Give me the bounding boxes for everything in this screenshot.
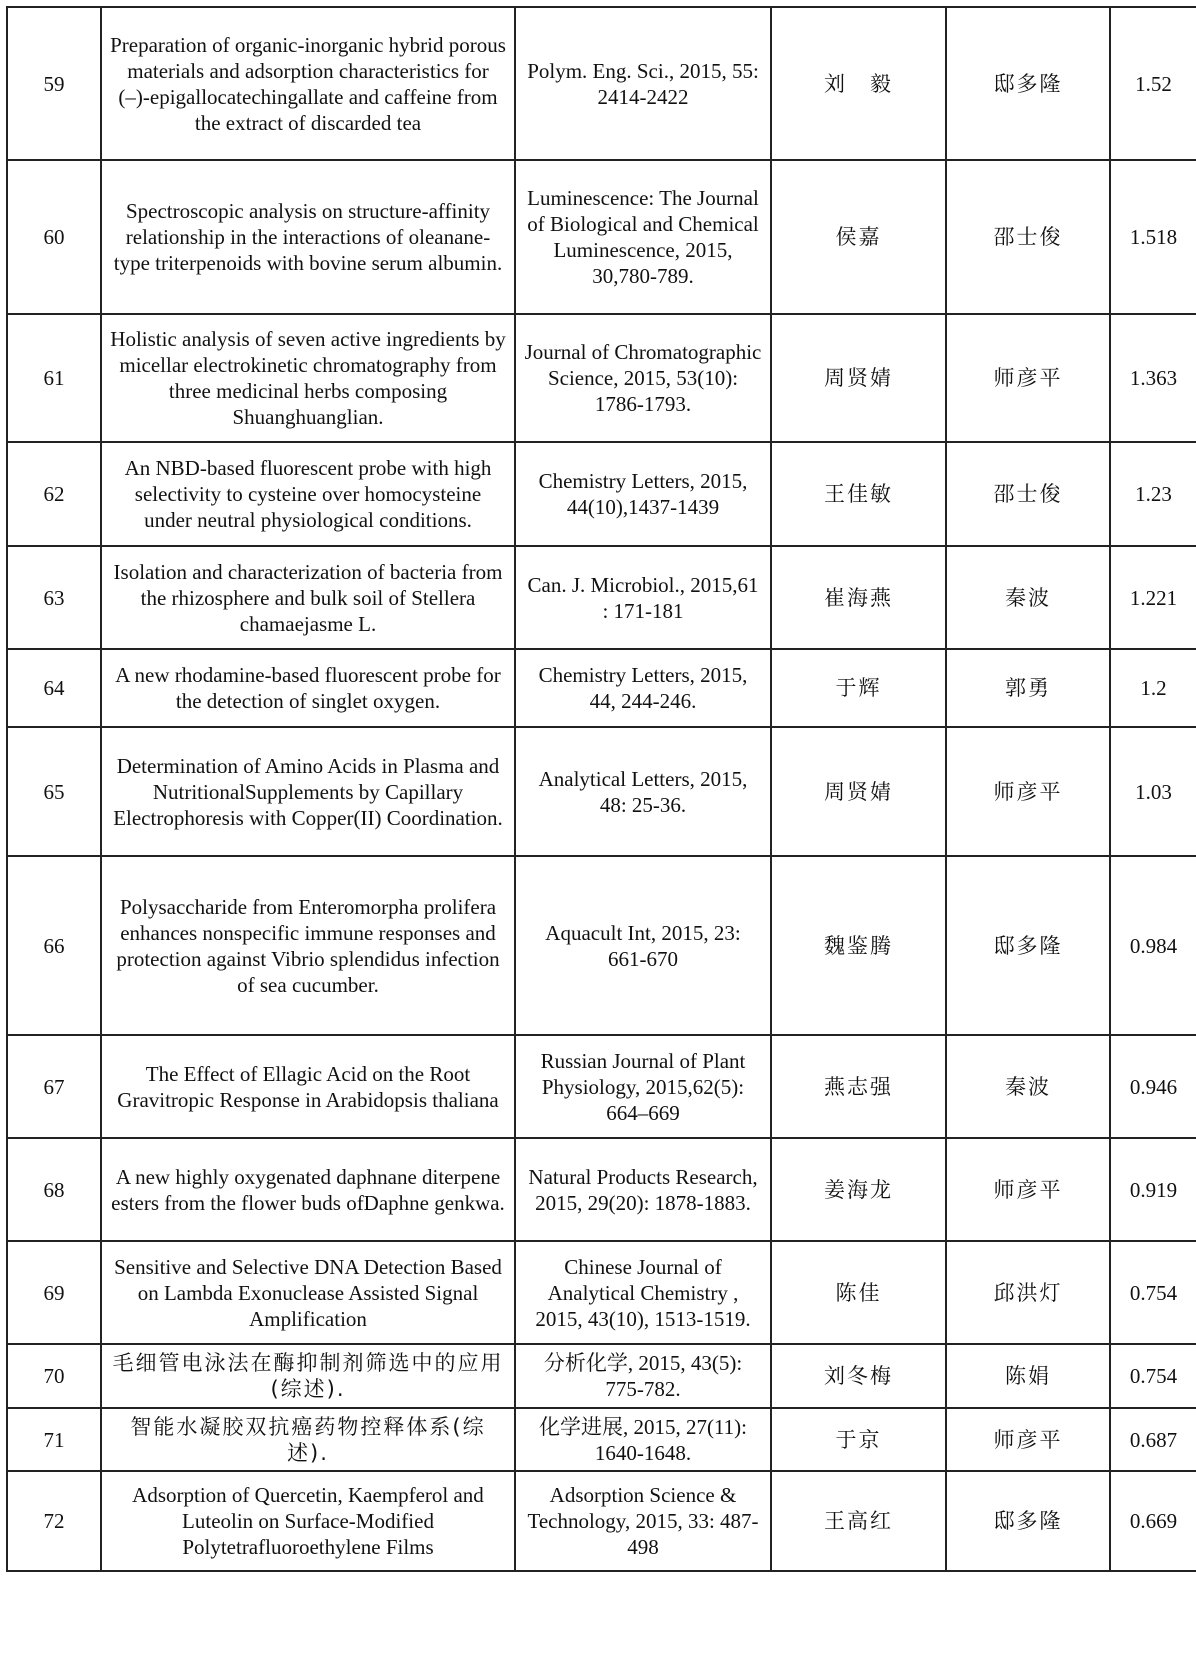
row-number: 66 (7, 856, 101, 1035)
row-number: 67 (7, 1035, 101, 1138)
journal-citation: Adsorption Science & Technology, 2015, 33: 487-498 (515, 1471, 771, 1571)
journal-citation: 化学进展, 2015, 27(11): 1640-1648. (515, 1408, 771, 1471)
paper-title: A new rhodamine-based fluorescent probe for the detection of singlet oxygen. (101, 649, 515, 727)
journal-citation: Natural Products Research, 2015, 29(20): 1878-1883. (515, 1138, 771, 1241)
journal-citation: Luminescence: The Journal of Biological and Chemical Luminescence, 2015, 30,780-789. (515, 160, 771, 314)
paper-title: Isolation and characterization of bacteria from the rhizosphere and bulk soil of Stellera chamaejasme L. (101, 546, 515, 649)
first-author: 刘 毅 (771, 7, 946, 160)
impact-factor: 0.984 (1110, 856, 1196, 1035)
row-number: 60 (7, 160, 101, 314)
row-number: 68 (7, 1138, 101, 1241)
table-row (7, 442, 1196, 546)
row-number: 69 (7, 1241, 101, 1344)
corresponding-author: 邵士俊 (946, 160, 1110, 314)
journal-citation: Polym. Eng. Sci., 2015, 55: 2414-2422 (515, 7, 771, 160)
row-number: 64 (7, 649, 101, 727)
journal-citation: Chemistry Letters, 2015, 44, 244-246. (515, 649, 771, 727)
table-row (7, 546, 1196, 649)
paper-title: An NBD-based fluorescent probe with high selectivity to cysteine over homocysteine under neutral physiological conditions. (101, 442, 515, 546)
journal-citation: Can. J. Microbiol., 2015,61 : 171-181 (515, 546, 771, 649)
row-number: 62 (7, 442, 101, 546)
impact-factor: 1.363 (1110, 314, 1196, 442)
impact-factor: 1.23 (1110, 442, 1196, 546)
paper-title: Holistic analysis of seven active ingredients by micellar electrokinetic chromatography from three medicinal herbs composing Shuanghuanglian. (101, 314, 515, 442)
journal-citation: Russian Journal of Plant Physiology, 2015,62(5): 664–669 (515, 1035, 771, 1138)
corresponding-author: 邸多隆 (946, 856, 1110, 1035)
impact-factor: 0.687 (1110, 1408, 1196, 1471)
first-author: 周贤婧 (771, 314, 946, 442)
paper-title: Sensitive and Selective DNA Detection Based on Lambda Exonuclease Assisted Signal Amplification (101, 1241, 515, 1344)
first-author: 陈佳 (771, 1241, 946, 1344)
corresponding-author: 秦波 (946, 546, 1110, 649)
paper-title: 智能水凝胶双抗癌药物控释体系(综述). (101, 1408, 515, 1471)
first-author: 姜海龙 (771, 1138, 946, 1241)
corresponding-author: 邵士俊 (946, 442, 1110, 546)
first-author: 燕志强 (771, 1035, 946, 1138)
corresponding-author: 师彦平 (946, 727, 1110, 856)
paper-title: A new highly oxygenated daphnane diterpene esters from the flower buds ofDaphne genkwa. (101, 1138, 515, 1241)
journal-citation: Analytical Letters, 2015, 48: 25-36. (515, 727, 771, 856)
row-number: 72 (7, 1471, 101, 1571)
corresponding-author: 师彦平 (946, 1408, 1110, 1471)
first-author: 魏鉴腾 (771, 856, 946, 1035)
row-number: 65 (7, 727, 101, 856)
corresponding-author: 陈娟 (946, 1344, 1110, 1408)
table-row (7, 7, 1196, 160)
corresponding-author: 邸多隆 (946, 1471, 1110, 1571)
table-row (7, 856, 1196, 1035)
impact-factor: 1.518 (1110, 160, 1196, 314)
table-row (7, 1344, 1196, 1408)
impact-factor: 1.2 (1110, 649, 1196, 727)
impact-factor: 0.669 (1110, 1471, 1196, 1571)
paper-title: Preparation of organic-inorganic hybrid porous materials and adsorption characteristics for (–)-epigallocatechingallate and caffeine from the extract of discarded tea (101, 7, 515, 160)
paper-title: Determination of Amino Acids in Plasma and NutritionalSupplements by Capillary Electrophoresis with Copper(II) Coordination. (101, 727, 515, 856)
journal-citation: Chemistry Letters, 2015, 44(10),1437-1439 (515, 442, 771, 546)
paper-title: The Effect of Ellagic Acid on the Root Gravitropic Response in Arabidopsis thaliana (101, 1035, 515, 1138)
table-row (7, 1138, 1196, 1241)
table-row (7, 160, 1196, 314)
first-author: 王高红 (771, 1471, 946, 1571)
paper-title: Spectroscopic analysis on structure-affinity relationship in the interactions of oleanane- type triterpenoids with bovine serum albumin. (101, 160, 515, 314)
first-author: 崔海燕 (771, 546, 946, 649)
table-row (7, 1408, 1196, 1471)
row-number: 63 (7, 546, 101, 649)
row-number: 71 (7, 1408, 101, 1471)
paper-title: Polysaccharide from Enteromorpha prolifera enhances nonspecific immune responses and protection against Vibrio splendidus infection of sea cucumber. (101, 856, 515, 1035)
impact-factor: 1.03 (1110, 727, 1196, 856)
table-row (7, 1471, 1196, 1571)
corresponding-author: 邸多隆 (946, 7, 1110, 160)
table-row (7, 1035, 1196, 1138)
table-row (7, 1241, 1196, 1344)
first-author: 刘冬梅 (771, 1344, 946, 1408)
first-author: 于京 (771, 1408, 946, 1471)
impact-factor: 0.946 (1110, 1035, 1196, 1138)
impact-factor: 0.754 (1110, 1344, 1196, 1408)
paper-title: Adsorption of Quercetin, Kaempferol and Luteolin on Surface-Modified Polytetrafluoroethylene Films (101, 1471, 515, 1571)
table-row (7, 649, 1196, 727)
journal-citation: Aquacult Int, 2015, 23: 661-670 (515, 856, 771, 1035)
impact-factor: 0.919 (1110, 1138, 1196, 1241)
journal-citation: 分析化学, 2015, 43(5): 775-782. (515, 1344, 771, 1408)
paper-title: 毛细管电泳法在酶抑制剂筛选中的应用(综述). (101, 1344, 515, 1408)
impact-factor: 1.221 (1110, 546, 1196, 649)
first-author: 侯嘉 (771, 160, 946, 314)
first-author: 王佳敏 (771, 442, 946, 546)
row-number: 59 (7, 7, 101, 160)
corresponding-author: 邱洪灯 (946, 1241, 1110, 1344)
corresponding-author: 师彦平 (946, 1138, 1110, 1241)
journal-citation: Chinese Journal of Analytical Chemistry , 2015, 43(10), 1513-1519. (515, 1241, 771, 1344)
corresponding-author: 师彦平 (946, 314, 1110, 442)
row-number: 61 (7, 314, 101, 442)
first-author: 于辉 (771, 649, 946, 727)
impact-factor: 1.52 (1110, 7, 1196, 160)
corresponding-author: 郭勇 (946, 649, 1110, 727)
table-row (7, 314, 1196, 442)
publication-table (6, 6, 1196, 1572)
journal-citation: Journal of Chromatographic Science, 2015, 53(10): 1786-1793. (515, 314, 771, 442)
impact-factor: 0.754 (1110, 1241, 1196, 1344)
first-author: 周贤婧 (771, 727, 946, 856)
row-number: 70 (7, 1344, 101, 1408)
table-row (7, 727, 1196, 856)
corresponding-author: 秦波 (946, 1035, 1110, 1138)
